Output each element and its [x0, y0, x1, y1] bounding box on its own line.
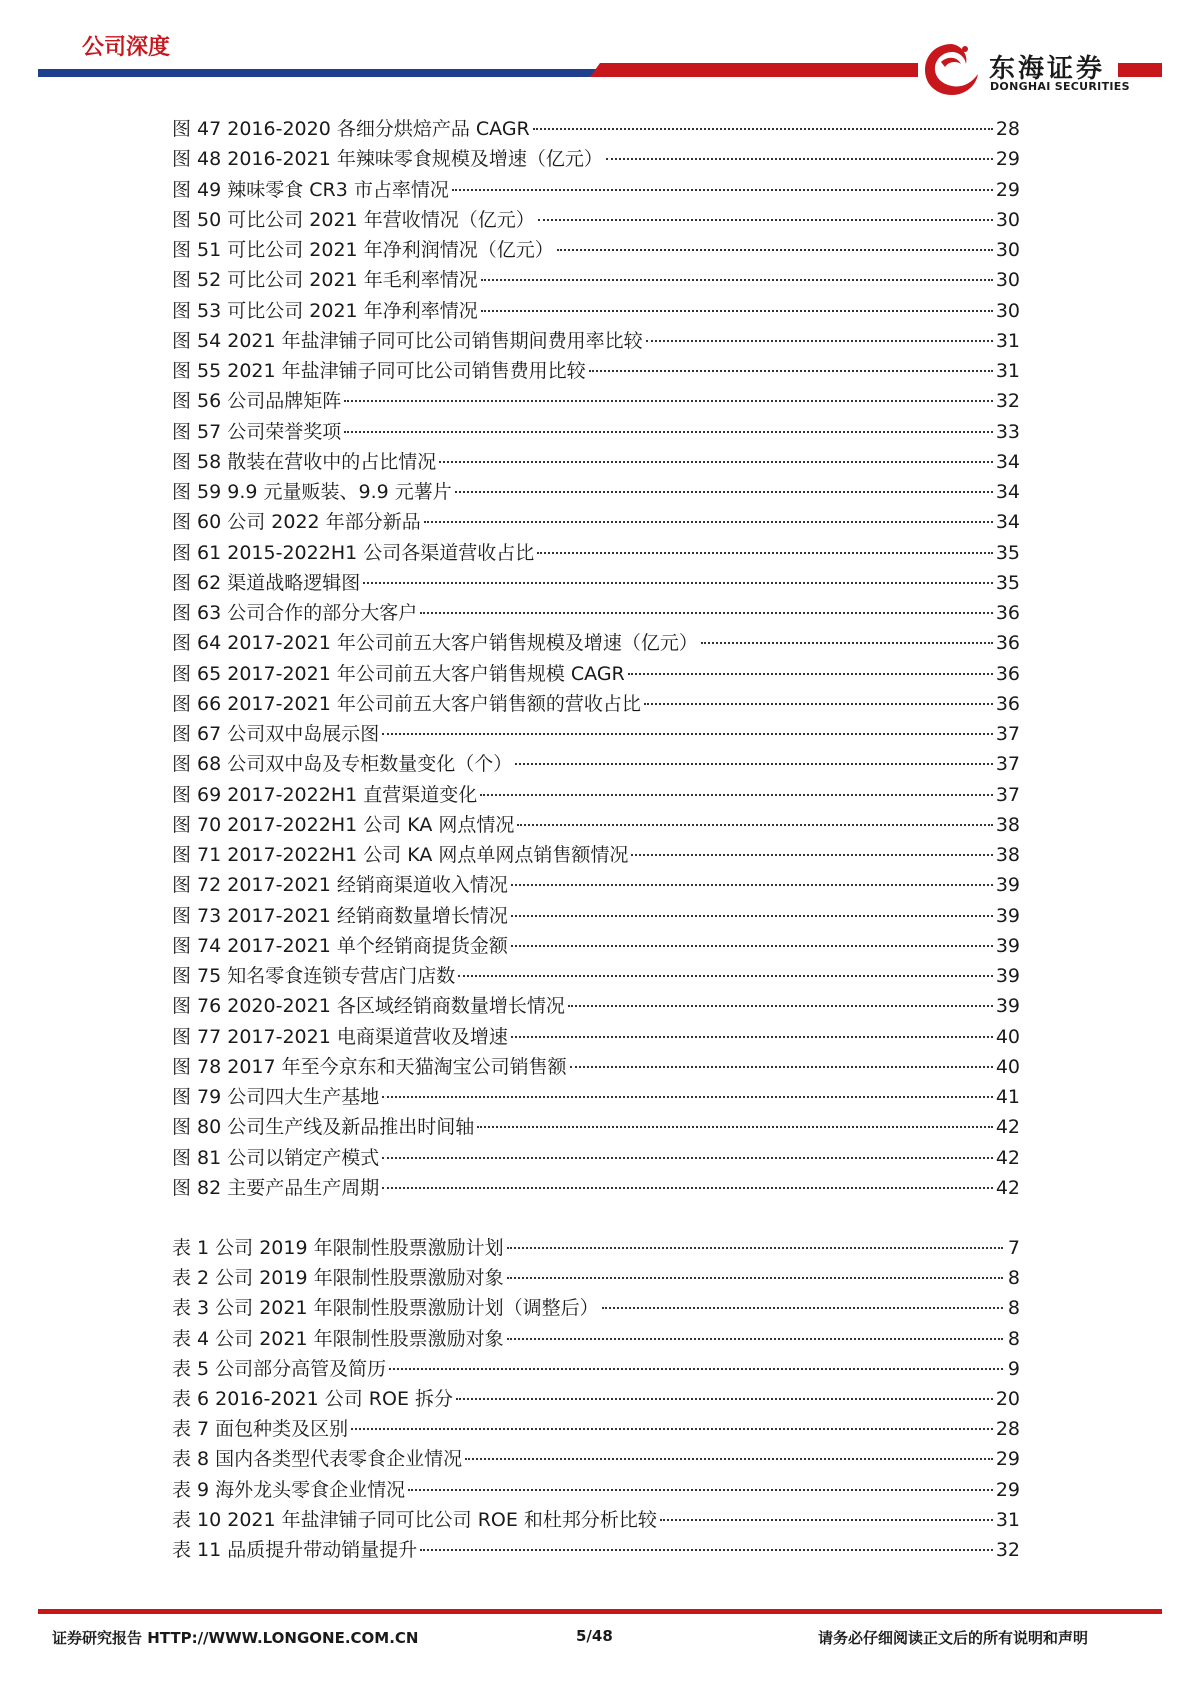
figure-entry-page: 30	[995, 208, 1020, 231]
dot-leader	[517, 823, 992, 826]
header-red-stripe-right	[1118, 63, 1162, 77]
figure-entry-page: 36	[995, 602, 1020, 624]
figure-entry[interactable]	[172, 1112, 1020, 1142]
figure-entry-label: 图 67 公司双中岛展示图	[172, 723, 380, 745]
figure-entry-label: 图 52 可比公司 2021 年毛利率情况	[172, 269, 478, 292]
table-entry-page: 9	[1007, 1357, 1020, 1380]
figure-entry-page: 30	[995, 269, 1020, 292]
figure-entry-page: 39	[995, 904, 1020, 927]
dot-leader	[646, 339, 993, 342]
dot-leader	[344, 399, 993, 402]
dot-leader	[606, 157, 993, 160]
table-entry[interactable]	[172, 1263, 1020, 1293]
figure-entry-page: 40	[995, 1055, 1020, 1078]
header-blue-stripe	[38, 69, 600, 77]
table-entry-label: 表 2 公司 2019 年限制性股票激励对象	[172, 1267, 504, 1290]
figure-entry[interactable]	[172, 689, 1020, 719]
figure-entry-label: 图 72 2017-2021 经销商渠道收入情况	[172, 874, 508, 897]
figure-entry[interactable]	[172, 1143, 1020, 1173]
dot-leader	[631, 853, 992, 856]
table-entry-label: 表 3 公司 2021 年限制性股票激励计划（调整后）	[172, 1297, 599, 1320]
figure-entry[interactable]	[172, 356, 1020, 386]
dot-leader	[382, 732, 993, 735]
table-entry-label: 表 11 品质提升带动销量提升	[172, 1538, 418, 1561]
figure-entry-label: 图 82 主要产品生产周期	[172, 1176, 380, 1199]
figure-entry-page: 30	[995, 299, 1020, 322]
dot-leader	[515, 762, 993, 765]
figure-entry[interactable]	[172, 175, 1020, 205]
dot-leader	[458, 974, 993, 977]
table-entry-label: 表 9 海外龙头零食企业情况	[172, 1478, 406, 1501]
table-entry-label: 表 5 公司部分高管及简历	[172, 1357, 387, 1380]
dot-leader	[602, 1306, 1003, 1309]
figure-entry[interactable]	[172, 326, 1020, 356]
figure-entry-page: 39	[995, 965, 1020, 987]
figure-entry-page: 39	[995, 874, 1020, 897]
dot-leader	[481, 309, 993, 312]
table-entry-label: 表 7 面包种类及区别	[172, 1418, 349, 1441]
dot-leader	[570, 1065, 993, 1068]
table-entry-page: 7	[1007, 1237, 1020, 1259]
figure-entry-label: 图 66 2017-2021 年公司前五大客户销售额的营收占比	[172, 692, 641, 715]
figure-entry-page: 31	[995, 360, 1020, 382]
figure-entry[interactable]	[172, 749, 1020, 779]
figure-entry-page: 30	[995, 239, 1020, 261]
section-title: 公司深度	[82, 35, 171, 60]
table-entry[interactable]	[172, 1535, 1020, 1565]
dot-leader	[660, 1518, 993, 1521]
figure-entry-page: 42	[995, 1116, 1020, 1139]
figure-entry[interactable]	[172, 810, 1020, 840]
figure-entry-label: 图 49 辣味零食 CR3 市占率情况	[172, 178, 449, 201]
table-entry[interactable]	[172, 1354, 1020, 1384]
dot-leader	[481, 278, 993, 281]
figure-entry-label: 图 56 公司品牌矩阵	[172, 390, 342, 413]
figure-entry-page: 36	[995, 632, 1020, 655]
donghai-logo-icon	[921, 40, 983, 98]
dot-leader	[344, 430, 993, 433]
dot-leader	[511, 944, 993, 947]
dot-leader	[507, 1246, 1003, 1249]
figure-entry-label: 图 69 2017-2022H1 直营渠道变化	[172, 783, 478, 806]
table-entry[interactable]	[172, 1293, 1020, 1323]
dot-leader	[568, 1004, 993, 1007]
figure-entry-label: 图 65 2017-2021 年公司前五大客户销售规模 CAGR	[172, 662, 625, 685]
header-red-stripe	[590, 63, 918, 77]
figure-entry-label: 图 73 2017-2021 经销商数量增长情况	[172, 904, 508, 927]
dot-leader	[382, 1186, 993, 1189]
dot-leader	[480, 793, 993, 796]
figure-entry[interactable]	[172, 991, 1020, 1021]
figure-entry-page: 37	[995, 783, 1020, 806]
figure-entry[interactable]	[172, 447, 1020, 477]
table-entry-label: 表 8 国内各类型代表零食企业情况	[172, 1448, 463, 1471]
figure-entry-label: 图 61 2015-2022H1 公司各渠道营收占比	[172, 541, 535, 564]
dot-leader	[452, 188, 993, 191]
figure-entry-page: 34	[995, 481, 1020, 503]
logo-chinese-name: 东海证券	[989, 54, 1106, 84]
table-entry[interactable]	[172, 1475, 1020, 1505]
figure-entry[interactable]	[172, 507, 1020, 537]
table-entry-page: 20	[995, 1387, 1020, 1410]
figure-entry[interactable]	[172, 235, 1020, 265]
dot-leader	[644, 702, 993, 705]
dot-leader	[382, 1095, 993, 1098]
figure-entry-label: 图 59 9.9 元量贩装、9.9 元薯片	[172, 481, 452, 503]
dot-leader	[465, 1457, 993, 1460]
figure-entry-page: 36	[995, 662, 1020, 685]
figure-entry-page: 35	[995, 571, 1020, 594]
figure-entry-label: 图 47 2016-2020 各细分烘焙产品 CAGR	[172, 118, 530, 140]
dot-leader	[420, 1548, 993, 1551]
table-entry[interactable]	[172, 1444, 1020, 1474]
figure-entry-page: 42	[995, 1146, 1020, 1169]
figure-entry[interactable]	[172, 870, 1020, 900]
figure-entry-label: 图 64 2017-2021 年公司前五大客户销售规模及增速（亿元）	[172, 632, 698, 655]
figure-list	[172, 114, 1020, 1203]
figure-entry-page: 38	[995, 844, 1020, 866]
dot-leader	[537, 551, 993, 554]
dot-leader	[420, 611, 993, 614]
figure-entry[interactable]	[172, 659, 1020, 689]
figure-entry-label: 图 50 可比公司 2021 年营收情况（亿元）	[172, 208, 535, 231]
figure-entry[interactable]	[172, 628, 1020, 658]
figure-entry-label: 图 79 公司四大生产基地	[172, 1086, 380, 1108]
dot-leader	[507, 1276, 1003, 1279]
dot-leader	[589, 369, 993, 372]
figure-entry-page: 33	[995, 420, 1020, 443]
figure-entry-page: 28	[995, 118, 1020, 140]
figure-entry[interactable]	[172, 477, 1020, 507]
figure-entry-page: 37	[995, 753, 1020, 776]
table-entry[interactable]	[172, 1384, 1020, 1414]
dot-leader	[439, 460, 993, 463]
figure-entry-page: 34	[995, 450, 1020, 473]
figure-entry[interactable]	[172, 568, 1020, 598]
dot-leader	[511, 883, 993, 886]
figure-entry-label: 图 71 2017-2022H1 公司 KA 网点单网点销售额情况	[172, 844, 629, 866]
table-entry-page: 28	[995, 1418, 1020, 1441]
figure-entry[interactable]	[172, 961, 1020, 991]
dot-leader	[363, 581, 993, 584]
dot-leader	[538, 218, 993, 221]
figure-entry[interactable]	[172, 538, 1020, 568]
figure-entry-page: 42	[995, 1176, 1020, 1199]
figure-entry-label: 图 62 渠道战略逻辑图	[172, 571, 361, 594]
figure-entry[interactable]	[172, 417, 1020, 447]
figure-entry-page: 40	[995, 1025, 1020, 1048]
figure-entry-label: 图 74 2017-2021 单个经销商提货金额	[172, 934, 508, 957]
figure-entry[interactable]	[172, 598, 1020, 628]
figure-entry-label: 图 77 2017-2021 电商渠道营收及增速	[172, 1025, 508, 1048]
figure-entry[interactable]	[172, 265, 1020, 295]
dot-leader	[533, 127, 993, 130]
figure-entry[interactable]	[172, 931, 1020, 961]
figure-entry[interactable]	[172, 144, 1020, 174]
table-entry[interactable]	[172, 1233, 1020, 1263]
dot-leader	[424, 520, 993, 523]
dot-leader	[628, 672, 993, 675]
table-entry[interactable]	[172, 1324, 1020, 1354]
dot-leader	[382, 1156, 993, 1159]
figure-entry-label: 图 54 2021 年盐津铺子同可比公司销售期间费用率比较	[172, 329, 643, 352]
footer-disclaimer: 请务必仔细阅读正文后的所有说明和声明	[818, 1629, 1089, 1647]
dot-leader	[557, 248, 993, 251]
figure-entry-page: 29	[995, 178, 1020, 201]
dot-leader	[477, 1125, 993, 1128]
figure-entry[interactable]	[172, 1022, 1020, 1052]
figure-entry[interactable]	[172, 1082, 1020, 1112]
figure-entry-label: 图 60 公司 2022 年部分新品	[172, 511, 421, 534]
figure-entry-page: 29	[995, 148, 1020, 171]
page-number: 5/48	[576, 1627, 613, 1645]
figure-entry[interactable]	[172, 114, 1020, 144]
table-entry-label: 表 1 公司 2019 年限制性股票激励计划	[172, 1237, 504, 1259]
figure-entry-page: 31	[995, 329, 1020, 352]
dot-leader	[507, 1337, 1003, 1340]
footer-left-text: 证券研究报告 HTTP://WWW.LONGONE.COM.CN	[52, 1629, 419, 1647]
figure-entry-label: 图 76 2020-2021 各区域经销商数量增长情况	[172, 995, 565, 1018]
dot-leader	[351, 1427, 993, 1430]
table-list	[172, 1233, 1020, 1565]
figure-entry-page: 39	[995, 934, 1020, 957]
figure-entry-label: 图 53 可比公司 2021 年净利率情况	[172, 299, 478, 322]
figure-entry-page: 36	[995, 692, 1020, 715]
footer-divider	[38, 1609, 1162, 1614]
figure-entry-page: 41	[995, 1086, 1020, 1108]
figure-entry-label: 图 51 可比公司 2021 年净利润情况（亿元）	[172, 239, 554, 261]
table-entry-page: 8	[1007, 1327, 1020, 1350]
figure-entry[interactable]	[172, 1173, 1020, 1203]
figure-entry-page: 39	[995, 995, 1020, 1018]
dot-leader	[455, 490, 993, 493]
figure-entry-page: 38	[995, 813, 1020, 836]
figure-entry[interactable]	[172, 296, 1020, 326]
figure-entry[interactable]	[172, 386, 1020, 416]
figure-entry-page: 35	[995, 541, 1020, 564]
table-entry-page: 8	[1007, 1297, 1020, 1320]
dot-leader	[511, 914, 993, 917]
table-entry-page: 31	[995, 1508, 1020, 1531]
table-entry-label: 表 4 公司 2021 年限制性股票激励对象	[172, 1327, 504, 1350]
figure-entry-label: 图 75 知名零食连锁专营店门店数	[172, 965, 456, 987]
table-entry-page: 29	[995, 1478, 1020, 1501]
figure-entry-label: 图 55 2021 年盐津铺子同可比公司销售费用比较	[172, 360, 586, 382]
figure-entry[interactable]	[172, 719, 1020, 749]
figure-entry-label: 图 81 公司以销定产模式	[172, 1146, 380, 1169]
dot-leader	[408, 1488, 993, 1491]
dot-leader	[456, 1397, 993, 1400]
table-entry[interactable]	[172, 1505, 1020, 1535]
figure-entry-label: 图 58 散装在营收中的占比情况	[172, 450, 437, 473]
figure-entry[interactable]	[172, 1052, 1020, 1082]
figure-entry[interactable]	[172, 205, 1020, 235]
table-entry-label: 表 6 2016-2021 公司 ROE 拆分	[172, 1387, 454, 1410]
figure-entry-label: 图 70 2017-2022H1 公司 KA 网点情况	[172, 813, 515, 836]
table-entry-page: 29	[995, 1448, 1020, 1471]
figure-entry-label: 图 63 公司合作的部分大客户	[172, 602, 418, 624]
figure-entry-page: 34	[995, 511, 1020, 534]
figure-entry-label: 图 78 2017 年至今京东和天猫淘宝公司销售额	[172, 1055, 567, 1078]
figure-entry-label: 图 48 2016-2021 年辣味零食规模及增速（亿元）	[172, 148, 603, 171]
logo-english-name: DONGHAI SECURITIES	[990, 80, 1130, 93]
dot-leader	[511, 1035, 993, 1038]
table-entry-page: 32	[995, 1538, 1020, 1561]
table-entry[interactable]	[172, 1414, 1020, 1444]
dot-leader	[389, 1367, 1003, 1370]
figure-entry[interactable]	[172, 780, 1020, 810]
figure-entry[interactable]	[172, 901, 1020, 931]
dot-leader	[701, 641, 993, 644]
table-entry-label: 表 10 2021 年盐津铺子同可比公司 ROE 和杜邦分析比较	[172, 1508, 657, 1531]
figure-entry[interactable]	[172, 840, 1020, 870]
figure-entry-label: 图 80 公司生产线及新品推出时间轴	[172, 1116, 475, 1139]
figure-entry-label: 图 57 公司荣誉奖项	[172, 420, 342, 443]
figure-entry-label: 图 68 公司双中岛及专柜数量变化（个）	[172, 753, 513, 776]
table-entry-page: 8	[1007, 1267, 1020, 1290]
figure-entry-page: 32	[995, 390, 1020, 413]
figure-entry-page: 37	[995, 723, 1020, 745]
